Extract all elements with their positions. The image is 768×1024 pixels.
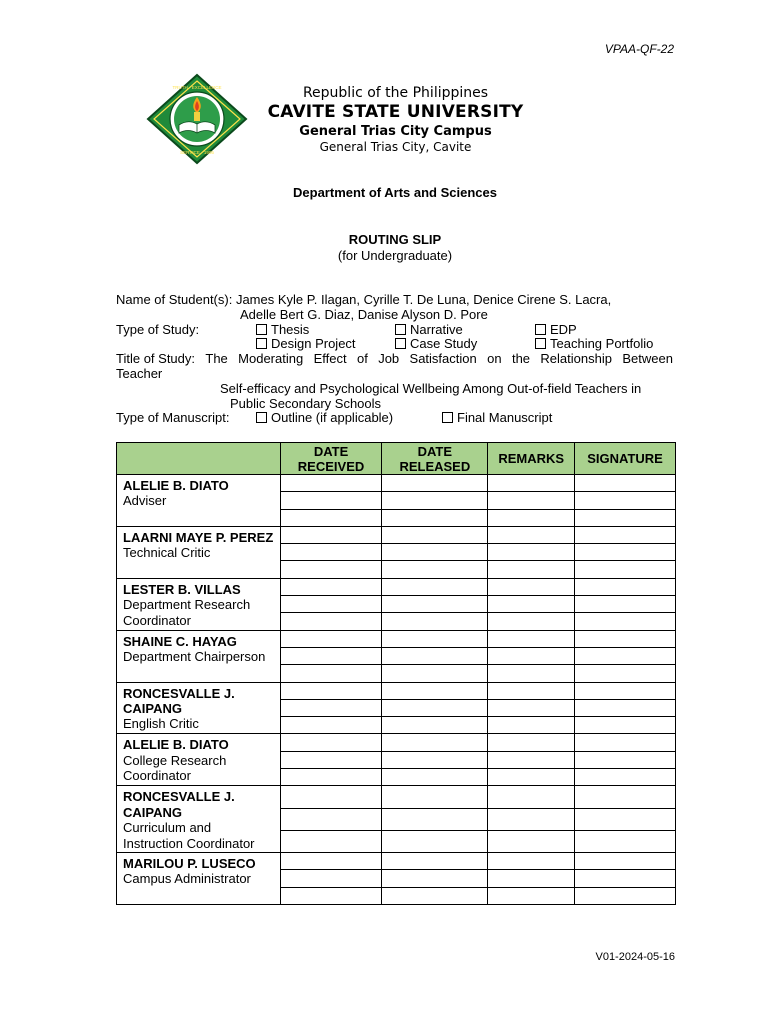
signature-cell[interactable] — [575, 786, 676, 808]
date-released-cell[interactable] — [382, 830, 488, 852]
republic-line: Republic of the Philippines — [302, 85, 489, 101]
date-received-cell[interactable] — [280, 734, 382, 751]
date-released-cell[interactable] — [382, 786, 488, 808]
date-released-cell[interactable] — [382, 509, 488, 526]
remarks-cell[interactable] — [488, 734, 575, 751]
signature-cell[interactable] — [575, 769, 676, 786]
remarks-cell[interactable] — [488, 544, 575, 561]
signature-cell[interactable] — [575, 887, 676, 904]
checkbox-icon — [535, 324, 546, 335]
date-released-cell[interactable] — [382, 544, 488, 561]
signatory-cell — [117, 526, 281, 578]
signatory-name: RONCESVALLE J. CAIPANG — [123, 789, 235, 820]
remarks-cell[interactable] — [488, 630, 575, 647]
remarks-cell[interactable] — [488, 647, 575, 664]
header-signature: SIGNATURE — [575, 443, 676, 475]
study-title-label: Title of Study: — [116, 351, 195, 367]
date-released-cell[interactable] — [382, 613, 488, 630]
university-logo-icon — [146, 73, 248, 165]
date-received-cell[interactable] — [280, 852, 382, 869]
signature-cell[interactable] — [575, 870, 676, 887]
signatory-role: Department Research Coordinator — [123, 597, 251, 628]
date-released-cell[interactable] — [382, 699, 488, 716]
date-released-cell[interactable] — [382, 630, 488, 647]
date-received-cell[interactable] — [280, 699, 382, 716]
signature-cell[interactable] — [575, 830, 676, 852]
signature-cell[interactable] — [575, 561, 676, 578]
date-received-cell[interactable] — [280, 870, 382, 887]
signature-cell[interactable] — [575, 751, 676, 768]
remarks-cell[interactable] — [488, 578, 575, 595]
date-released-cell[interactable] — [382, 751, 488, 768]
campus-address: General Trias City, Cavite — [319, 140, 472, 154]
date-released-cell[interactable] — [382, 734, 488, 751]
checkbox-icon — [442, 412, 453, 423]
table-row — [117, 578, 676, 595]
date-released-cell[interactable] — [382, 665, 488, 682]
footer-code: V01-2024-05-16 — [595, 951, 675, 963]
signatory-name: SHAINE C. HAYAG — [123, 633, 237, 649]
option-design-project[interactable]: Design Project — [256, 337, 356, 352]
signature-cell[interactable] — [575, 509, 676, 526]
signatory-name: LAARNI MAYE P. PEREZ — [123, 529, 274, 545]
header-name-blank — [117, 443, 281, 475]
form-code: VPAA-QF-22 — [604, 42, 674, 56]
signature-cell[interactable] — [575, 699, 676, 716]
header-date-released: DATE RELEASED — [382, 443, 488, 475]
signatory-name: ALELIE B. DIATO — [123, 478, 229, 493]
header-remarks: REMARKS — [488, 443, 575, 475]
signatory-role: College Research Coordinator — [123, 752, 227, 784]
date-received-cell[interactable] — [280, 475, 382, 492]
date-released-cell[interactable] — [382, 870, 488, 887]
table-row — [117, 526, 676, 543]
study-title-line-4: Public Secondary Schools — [230, 395, 382, 411]
date-released-cell[interactable] — [382, 887, 488, 904]
header-date-received: DATE RECEIVED — [280, 443, 382, 475]
date-released-cell[interactable] — [382, 475, 488, 492]
remarks-cell[interactable] — [488, 830, 575, 852]
remarks-cell[interactable] — [488, 699, 575, 716]
option-final-manuscript[interactable]: Final Manuscript — [442, 411, 552, 426]
signature-cell[interactable] — [575, 682, 676, 699]
date-received-cell[interactable] — [280, 544, 382, 561]
date-released-cell[interactable] — [382, 769, 488, 786]
date-received-cell[interactable] — [280, 647, 382, 664]
date-released-cell[interactable] — [382, 647, 488, 664]
department-name: Department of Arts and Sciences — [293, 185, 497, 200]
signatory-cell — [117, 475, 281, 527]
option-thesis[interactable]: Thesis — [256, 323, 309, 338]
signatory-role: Department Chairperson — [123, 649, 266, 665]
remarks-cell[interactable] — [488, 561, 575, 578]
remarks-cell[interactable] — [488, 769, 575, 786]
university-header — [254, 84, 537, 155]
date-released-cell[interactable] — [382, 682, 488, 699]
students-line-1: James Kyle P. Ilagan, Cyrille T. De Luna, Denice Cirene S. Lacra, — [235, 292, 612, 307]
signatory-cell — [117, 734, 281, 786]
option-edp[interactable]: EDP — [535, 323, 577, 338]
signature-cell[interactable] — [575, 647, 676, 664]
form-subtitle: (for Undergraduate) — [337, 248, 453, 263]
study-info — [116, 293, 673, 426]
signatory-name: RONCESVALLE J. CAIPANG — [123, 685, 235, 716]
table-row — [117, 734, 676, 751]
date-received-cell[interactable] — [280, 526, 382, 543]
signatory-cell — [117, 852, 281, 904]
signatory-name: ALELIE B. DIATO — [123, 737, 229, 753]
date-released-cell[interactable] — [382, 596, 488, 613]
option-case-study[interactable]: Case Study — [395, 337, 477, 352]
date-received-cell[interactable] — [280, 769, 382, 786]
checkbox-icon — [256, 338, 267, 349]
date-received-cell[interactable] — [280, 682, 382, 699]
study-title-line-3: Self-efficacy and Psychological Wellbeing Among Out-of-field Teachers in — [220, 380, 642, 396]
date-released-cell[interactable] — [382, 852, 488, 869]
signatory-cell — [117, 786, 281, 853]
date-received-cell[interactable] — [280, 786, 382, 808]
date-received-cell[interactable] — [280, 887, 382, 904]
table-row — [117, 475, 676, 492]
date-received-cell[interactable] — [280, 665, 382, 682]
date-released-cell[interactable] — [382, 808, 488, 830]
date-received-cell[interactable] — [280, 578, 382, 595]
signature-cell[interactable] — [575, 596, 676, 613]
date-received-cell[interactable] — [280, 509, 382, 526]
remarks-cell[interactable] — [488, 492, 575, 509]
remarks-cell[interactable] — [488, 682, 575, 699]
remarks-cell[interactable] — [488, 665, 575, 682]
remarks-cell[interactable] — [488, 808, 575, 830]
signature-cell[interactable] — [575, 717, 676, 734]
date-released-cell[interactable] — [382, 717, 488, 734]
date-released-cell[interactable] — [382, 526, 488, 543]
svg-text:TRUTH · EXCELLENCE: TRUTH · EXCELLENCE — [172, 85, 222, 90]
signature-cell[interactable] — [575, 808, 676, 830]
remarks-cell[interactable] — [488, 786, 575, 808]
remarks-cell[interactable] — [488, 596, 575, 613]
date-received-cell[interactable] — [280, 830, 382, 852]
signatory-cell — [117, 682, 281, 734]
study-type-label: Type of Study: — [116, 321, 200, 337]
signatory-cell — [117, 630, 281, 682]
svg-text:SERVICE · 1906: SERVICE · 1906 — [180, 150, 214, 155]
date-received-cell[interactable] — [280, 717, 382, 734]
signature-cell[interactable] — [575, 544, 676, 561]
remarks-cell[interactable] — [488, 887, 575, 904]
form-title: ROUTING SLIP — [348, 232, 442, 247]
signature-cell[interactable] — [575, 630, 676, 647]
study-title-line-1: Title of Study: The Moderating Effect of Job Satisfaction on the Relationship Between — [116, 351, 673, 367]
signature-cell[interactable] — [575, 734, 676, 751]
university-name: CAVITE STATE UNIVERSITY — [267, 102, 524, 122]
remarks-cell[interactable] — [488, 852, 575, 869]
option-outline[interactable]: Outline (if applicable) — [256, 411, 393, 426]
remarks-cell[interactable] — [488, 509, 575, 526]
option-narrative[interactable]: Narrative — [395, 323, 463, 338]
checkbox-icon — [395, 338, 406, 349]
date-released-cell[interactable] — [382, 578, 488, 595]
campus-name: General Trias City Campus — [299, 124, 492, 139]
signatory-role: English Critic — [123, 716, 199, 732]
signatory-role: Curriculum and Instruction Coordinator — [123, 820, 255, 851]
signature-cell[interactable] — [575, 665, 676, 682]
remarks-cell[interactable] — [488, 717, 575, 734]
signature-cell[interactable] — [575, 526, 676, 543]
remarks-cell[interactable] — [488, 870, 575, 887]
table-row — [117, 786, 676, 808]
table-row — [117, 682, 676, 699]
signature-cell[interactable] — [575, 613, 676, 630]
date-released-cell[interactable] — [382, 561, 488, 578]
table-header-row — [117, 443, 676, 475]
remarks-cell[interactable] — [488, 475, 575, 492]
table-row — [117, 630, 676, 647]
signatory-role: Campus Administrator — [123, 871, 251, 887]
signatory-role: Adviser — [123, 493, 167, 509]
students-line-2: Adelle Bert G. Diaz, Danise Alyson D. Pore — [240, 306, 488, 322]
signatory-name: LESTER B. VILLAS — [123, 581, 241, 597]
signature-cell[interactable] — [575, 492, 676, 509]
date-released-cell[interactable] — [382, 492, 488, 509]
signature-cell[interactable] — [575, 578, 676, 595]
checkbox-icon — [256, 324, 267, 335]
study-title-line-2: Teacher — [116, 365, 163, 381]
students-label: Name of Student(s): — [116, 292, 233, 307]
date-received-cell[interactable] — [280, 561, 382, 578]
signatory-name: MARILOU P. LUSECO — [123, 855, 256, 871]
remarks-cell[interactable] — [488, 613, 575, 630]
date-received-cell[interactable] — [280, 808, 382, 830]
checkbox-icon — [535, 338, 546, 349]
signature-cell[interactable] — [575, 852, 676, 869]
date-received-cell[interactable] — [280, 751, 382, 768]
date-received-cell[interactable] — [280, 596, 382, 613]
date-received-cell[interactable] — [280, 613, 382, 630]
signature-cell[interactable] — [575, 475, 676, 492]
remarks-cell[interactable] — [488, 751, 575, 768]
option-teaching-portfolio[interactable]: Teaching Portfolio — [535, 337, 653, 352]
table-row — [117, 852, 676, 869]
routing-table — [116, 442, 676, 905]
date-received-cell[interactable] — [280, 492, 382, 509]
remarks-cell[interactable] — [488, 526, 575, 543]
manuscript-label: Type of Manuscript: — [116, 410, 230, 426]
signatory-role: Technical Critic — [123, 545, 211, 561]
signatory-cell — [117, 578, 281, 630]
date-received-cell[interactable] — [280, 630, 382, 647]
checkbox-icon — [395, 324, 406, 335]
checkbox-icon — [256, 412, 267, 423]
